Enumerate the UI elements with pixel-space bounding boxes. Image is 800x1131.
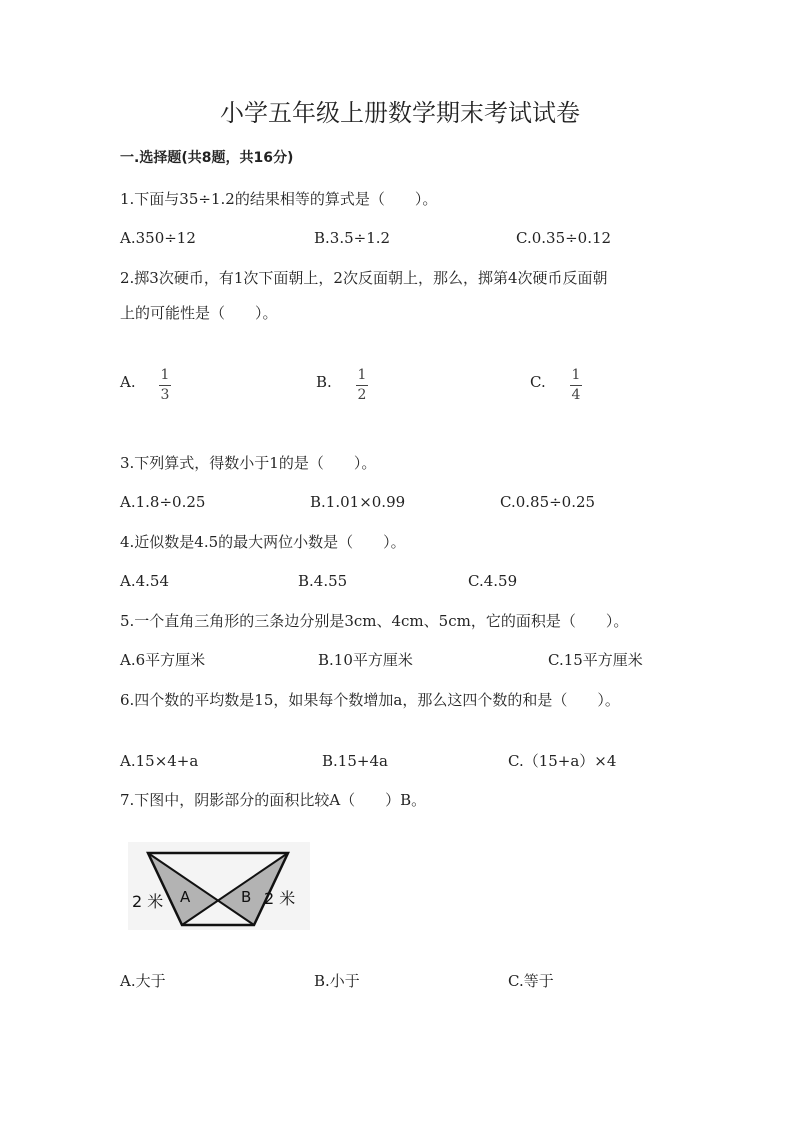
fraction-numerator: 1 <box>357 367 367 383</box>
label-a: A <box>180 888 191 906</box>
q6-option-c: C.（15+a）×4 <box>508 752 617 770</box>
q1-option-c: C.0.35÷0.12 <box>516 229 612 247</box>
fraction-bar <box>159 385 171 386</box>
q2-option-b-fraction <box>356 368 368 402</box>
q6-option-a: A.15×4+a <box>120 752 199 770</box>
fraction-numerator: 1 <box>160 367 170 383</box>
question-6-stem: 6.四个数的平均数是15，如果每个数增加a，那么这四个数的和是（ ）。 <box>120 691 620 709</box>
fraction-bar <box>356 385 368 386</box>
section-heading: 一.选择题(共8题，共16分) <box>120 150 294 166</box>
question-5-stem: 5.一个直角三角形的三条边分别是3cm、4cm、5cm，它的面积是（ ）。 <box>120 612 629 630</box>
q3-option-b: B.1.01×0.99 <box>310 493 406 511</box>
fraction-denominator: 4 <box>571 387 581 403</box>
label-b: B <box>241 888 252 906</box>
q7-option-c: C.等于 <box>508 972 554 990</box>
q2-option-b-letter: B. <box>316 373 332 391</box>
q4-option-a: A.4.54 <box>120 572 169 590</box>
question-7-stem: 7.下图中，阴影部分的面积比较A（ ）B。 <box>120 791 427 809</box>
q2-option-c-letter: C. <box>530 373 546 391</box>
q4-option-c: C.4.59 <box>468 572 518 590</box>
q2-option-c-fraction <box>570 368 582 402</box>
q1-option-b: B.3.5÷1.2 <box>314 229 391 247</box>
question-4-stem: 4.近似数是4.5的最大两位小数是（ ）。 <box>120 533 406 551</box>
q5-option-b: B.10平方厘米 <box>318 651 413 669</box>
page-title: 小学五年级上册数学期末考试试卷 <box>220 99 580 127</box>
q4-option-b: B.4.55 <box>298 572 348 590</box>
q3-option-c: C.0.85÷0.25 <box>500 493 596 511</box>
fraction-numerator: 1 <box>571 367 581 383</box>
fraction-bar <box>570 385 582 386</box>
q7-option-a: A.大于 <box>120 972 166 990</box>
question-1-stem: 1.下面与35÷1.2的结果相等的算式是（ ）。 <box>120 190 438 208</box>
q5-option-c: C.15平方厘米 <box>548 651 643 669</box>
q6-option-b: B.15+4a <box>322 752 388 770</box>
q3-option-a: A.1.8÷0.25 <box>120 493 206 511</box>
fraction-denominator: 3 <box>160 387 170 403</box>
trapezoid-diagram <box>128 842 310 930</box>
right-length-label: 2 米 <box>264 889 296 908</box>
question-2-stem-line1: 2.掷3次硬币，有1次下面朝上，2次反面朝上，那么，掷第4次硬币反面朝 <box>120 269 608 287</box>
q2-option-a-fraction <box>159 368 171 402</box>
left-length-label: 2 米 <box>132 892 164 911</box>
q7-option-b: B.小于 <box>314 972 360 990</box>
figure-background <box>128 842 310 930</box>
trapezoid-figure <box>128 842 310 930</box>
q1-option-a: A.350÷12 <box>120 229 196 247</box>
question-2-stem-line2: 上的可能性是（ ）。 <box>120 304 278 322</box>
question-3-stem: 3.下列算式，得数小于1的是（ ）。 <box>120 454 377 472</box>
q2-option-a-letter: A. <box>120 373 136 391</box>
fraction-denominator: 2 <box>357 387 367 403</box>
q5-option-a: A.6平方厘米 <box>120 651 206 669</box>
